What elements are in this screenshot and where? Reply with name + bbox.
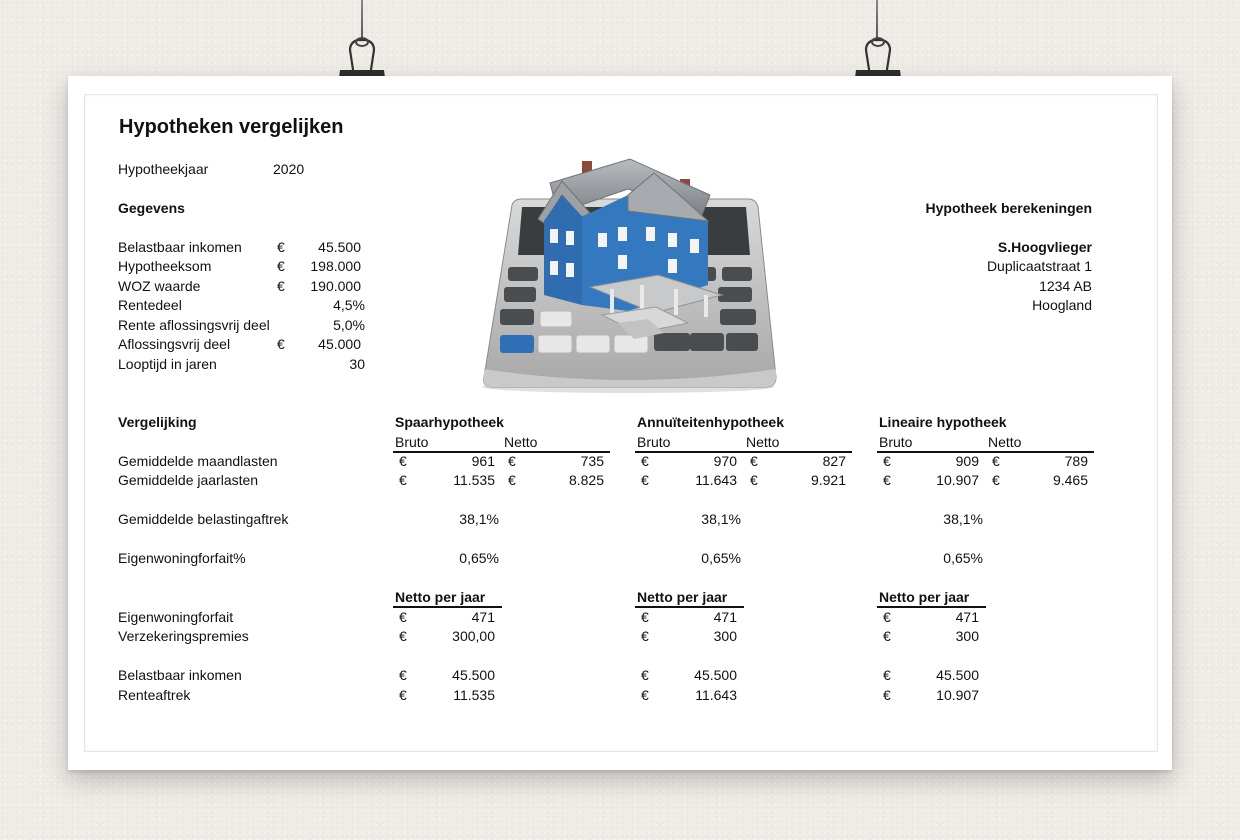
column-title: Spaarhypotheek (395, 414, 504, 430)
gegevens-value: 4,5% (333, 297, 365, 313)
gegevens-label: Belastbaar inkomen (118, 239, 242, 255)
jaar-bruto: 10.907 (936, 472, 979, 488)
currency-symbol: € (277, 239, 285, 255)
gegevens-heading: Gegevens (118, 200, 185, 216)
row-label-renteaftrek: Renteaftrek (118, 687, 191, 703)
currency-symbol: € (750, 472, 758, 488)
currency-symbol: € (399, 628, 407, 644)
belastbaar-inkomen-value: 45.500 (936, 667, 979, 683)
row-label-jaarlasten: Gemiddelde jaarlasten (118, 472, 259, 488)
gegevens-label: Rente aflossingsvrij deel (118, 317, 270, 333)
currency-symbol: € (399, 687, 407, 703)
gegevens-value: 190.000 (310, 278, 361, 294)
gegevens-value: 5,0% (333, 317, 365, 333)
currency-symbol: € (641, 687, 649, 703)
netto-per-jaar-underline (877, 606, 986, 608)
currency-symbol: € (641, 472, 649, 488)
currency-symbol: € (641, 609, 649, 625)
netto-per-jaar-underline (635, 606, 744, 608)
row-label-belastingaftrek: Gemiddelde belastingaftrek (118, 511, 289, 527)
gegevens-label: Aflossingsvrij deel (118, 336, 231, 352)
gegevens-value: 30 (349, 356, 365, 372)
currency-symbol: € (277, 336, 285, 352)
maand-bruto: 970 (713, 453, 737, 469)
belastbaar-inkomen-value: 45.500 (694, 667, 737, 683)
verzekeringspremies-value: 300 (713, 628, 737, 644)
currency-symbol: € (641, 628, 649, 644)
company-name: S.Hoogvlieger (997, 239, 1092, 255)
bruto-header: Bruto (637, 434, 671, 450)
gegevens-label: Looptijd in jaren (118, 356, 217, 372)
netto-header: Netto (988, 434, 1022, 450)
netto-per-jaar-header: Netto per jaar (637, 589, 728, 605)
currency-symbol: € (883, 687, 891, 703)
row-label-belastbaar-inkomen: Belastbaar inkomen (118, 667, 242, 683)
maand-bruto: 909 (955, 453, 979, 469)
eigenwoningforfait-pct-value: 0,65% (459, 550, 499, 566)
renteaftrek-value: 11.643 (695, 687, 737, 703)
currency-symbol: € (399, 609, 407, 625)
currency-symbol: € (883, 472, 891, 488)
gegevens-label: Hypotheeksom (118, 258, 212, 274)
eigenwoningforfait-value: 471 (471, 609, 495, 625)
currency-symbol: € (992, 472, 1000, 488)
verzekeringspremies-value: 300,00 (452, 628, 495, 644)
currency-symbol: € (508, 472, 516, 488)
jaar-bruto: 11.535 (453, 472, 495, 488)
currency-symbol: € (399, 472, 407, 488)
eigenwoningforfait-pct-value: 0,65% (943, 550, 983, 566)
year-label: Hypotheekjaar (118, 161, 209, 177)
verzekeringspremies-value: 300 (955, 628, 979, 644)
company-street: Duplicaatstraat 1 (986, 258, 1092, 274)
jaar-netto: 9.465 (1052, 472, 1088, 488)
belastingaftrek-value: 38,1% (459, 511, 499, 527)
column-title: Lineaire hypotheek (879, 414, 1007, 430)
currency-symbol: € (883, 453, 891, 469)
eigenwoningforfait-pct-value: 0,65% (701, 550, 741, 566)
currency-symbol: € (641, 453, 649, 469)
bruto-header: Bruto (879, 434, 913, 450)
currency-symbol: € (992, 453, 1000, 469)
eigenwoningforfait-value: 471 (955, 609, 979, 625)
company-heading: Hypotheek berekeningen (925, 200, 1092, 216)
belastingaftrek-value: 38,1% (943, 511, 983, 527)
currency-symbol: € (883, 628, 891, 644)
maand-netto: 735 (580, 453, 604, 469)
gegevens-value: 45.500 (318, 239, 361, 255)
jaar-netto: 8.825 (568, 472, 604, 488)
currency-symbol: € (277, 258, 285, 274)
eigenwoningforfait-value: 471 (713, 609, 737, 625)
netto-per-jaar-header: Netto per jaar (879, 589, 970, 605)
belastingaftrek-value: 38,1% (701, 511, 741, 527)
row-label-maandlasten: Gemiddelde maandlasten (118, 453, 278, 469)
column-title: Annuïteitenhypotheek (637, 414, 785, 430)
maand-bruto: 961 (471, 453, 495, 469)
gegevens-value: 45.000 (318, 336, 361, 352)
netto-per-jaar-underline (393, 606, 502, 608)
page-title: Hypotheken vergelijken (119, 116, 344, 138)
gegevens-label: Rentedeel (118, 297, 182, 313)
currency-symbol: € (883, 667, 891, 683)
year-value: 2020 (273, 161, 305, 177)
netto-header: Netto (504, 434, 538, 450)
comparison-heading: Vergelijking (118, 414, 197, 430)
row-label-eigenwoningforfait-pct: Eigenwoningforfait% (118, 550, 246, 566)
renteaftrek-value: 10.907 (936, 687, 979, 703)
netto-per-jaar-header: Netto per jaar (395, 589, 486, 605)
company-city: Hoogland (1032, 297, 1092, 313)
netto-header: Netto (746, 434, 780, 450)
row-label-eigenwoningforfait: Eigenwoningforfait (118, 609, 234, 625)
company-postal: 1234 AB (1039, 278, 1092, 294)
belastbaar-inkomen-value: 45.500 (452, 667, 495, 683)
currency-symbol: € (399, 453, 407, 469)
gegevens-label: WOZ waarde (118, 278, 201, 294)
jaar-bruto: 11.643 (695, 472, 737, 488)
row-label-verzekeringspremies: Verzekeringspremies (118, 628, 249, 644)
renteaftrek-value: 11.535 (453, 687, 495, 703)
jaar-netto: 9.921 (810, 472, 846, 488)
maand-netto: 827 (822, 453, 846, 469)
currency-symbol: € (508, 453, 516, 469)
house-calculator-icon (478, 155, 782, 395)
currency-symbol: € (641, 667, 649, 683)
currency-symbol: € (883, 609, 891, 625)
maand-netto: 789 (1064, 453, 1088, 469)
currency-symbol: € (399, 667, 407, 683)
gegevens-value: 198.000 (310, 258, 361, 274)
currency-symbol: € (750, 453, 758, 469)
bruto-header: Bruto (395, 434, 429, 450)
currency-symbol: € (277, 278, 285, 294)
